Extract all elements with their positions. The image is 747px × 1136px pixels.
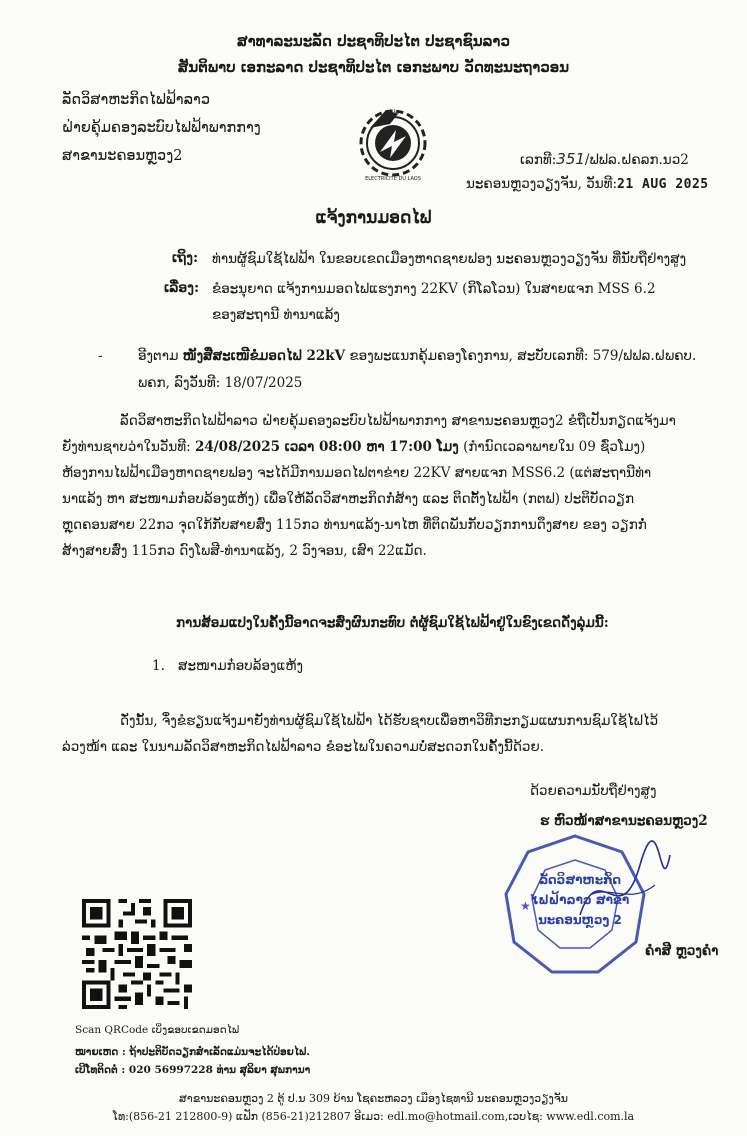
org-branch: ສາຂານະຄອນຫຼວງ2: [62, 148, 183, 164]
reference-date-prefix: ນະຄອນຫຼວງວຽງຈັນ, ວັນທີ:: [466, 176, 618, 192]
affected-heading: ການສ້ອມແປງໃນຄັ້ງນີ້ອາດຈະສົ່ງຜົນກະທົບ ຕໍ່ຜູ້ຊົມໃຊ້ໄຟຟ້າຢູ່ໃນຂົງເຂດດັ່ງລຸ່ມນີ້:: [176, 615, 609, 631]
svg-text:★: ★: [520, 899, 531, 913]
stamp-line3: ນະຄອນຫຼວງ 2: [538, 913, 622, 927]
reference-doc-bullet: -: [98, 348, 103, 364]
logo-bottom-text: ELECTRICITE DU LAOS: [365, 176, 421, 182]
subject-label: ເລື່ອງ:: [164, 280, 200, 296]
body-p1-line5: ຫຼຸດຄອນສາຍ 22ກວ ຈຸດໃກ້ກັບສາຍສົ່ງ 115ກວ ທ່ານາແລ້ງ-ນາໄຫ ທີ່ຕິດພັນກັບວຽກການດຶງສາຍ ຂອງ ວຽກກໍ່: [62, 517, 647, 533]
body-p1-line6: ສ້າງສາຍສົ່ງ 115ກວ ດົງໂພສີ-ທ່ານາແລ້ງ, 2 ວົງຈອນ, ເສົາ 22ແມັດ.: [62, 543, 427, 559]
footer-contact: ໂທ:(856-21 212800-9) ແຟັກ (856-21)212807 ອີເມວ: edl.mo@hotmail.com,ເວບໄຊ: www.edl.com.la: [112, 1110, 635, 1123]
subject-line2: ຂອງສະຖານີ ທ່ານາແລ້ງ: [212, 307, 340, 323]
national-header-line2: ສັນຕິພາບ ເອກະລາດ ປະຊາທິປະໄຕ ເອກະພາບ ວັດທະນະຖາວອນ: [177, 58, 570, 76]
stamp-line1: ລັດວິສາຫະກິດ: [538, 873, 622, 887]
body-p1-line2: [62, 434, 682, 460]
closing-position-prefix: ຮ: [540, 813, 550, 829]
reference-number-prefix: ເລກທີ:: [520, 152, 557, 168]
body-p2-line1: ດັ່ງນັ້ນ, ຈຶ່ງຂໍຮຽນແຈ້ງມາຍັງທ່ານຜູ້ຊົມໃຊ້ໄຟຟ້າ ໄດ້ຮັບຊາບເພື່ອຫາວິທີກະກຽມແຜນການຊົມໃຊ້ໄຟໄວ້: [120, 713, 659, 729]
footer-address: ສາຂານະຄອນຫຼວງ 2 ຕູ້ ປ.ນ 309 ບ້ານ ໂຊຄະຫລວງ ເມືອງໄຊທານີ ນະຄອນຫຼວງວຽງຈັນ: [179, 1092, 568, 1105]
closing-position: [540, 810, 708, 832]
reference-doc-line1: [138, 345, 696, 367]
signer-name: ຄຳສີ ຫຼວງຄຳ: [645, 943, 719, 959]
subject-line1: ຂໍອະນຸຍາດ ແຈ້ງການມອດໄຟແຮງກາງ 22KV (ກິໂລໂວນ) ໃນສາຍແຈກ MSS 6.2: [212, 281, 656, 297]
closing-position-title: ຫົວໜ້າສາຂານະຄອນຫຼວງ2: [553, 813, 708, 829]
reference-doc-prefix: ອີງຕາມ: [138, 348, 179, 364]
org-department: ຝ່າຍຄຸ້ມຄອງລະບົບໄຟຟ້າພາກກາງ: [62, 120, 261, 136]
stamp-line2: ໄຟຟ້າລາວ ສາຂາ: [530, 893, 630, 907]
body-p1-line1: ລັດວິສາຫະກິດໄຟຟ້າລາວ ຝ່າຍຄຸ້ມຄອງລະບົບໄຟຟ້າພາກກາງ ສາຂານະຄອນຫຼວງ2 ຂໍຖືເປັນກຽດແຈ້ງມາ: [120, 413, 676, 429]
qr-note: ໝາຍເຫດ : ຖ້າປະຕິບັດວຽກສຳເລັດແມ່ນຈະໄດ້ປ່ອຍໄຟ.: [75, 1046, 310, 1058]
affected-item: ສະໜາມກ໋ອບລ້ອງແຫ້ງ: [178, 658, 303, 674]
document-title: ແຈ້ງການມອດໄຟ: [315, 208, 432, 228]
qr-code[interactable]: [78, 895, 196, 1013]
closing-regards: ດ້ວຍຄວາມນັບຖືຢ່າງສູງ: [530, 783, 657, 799]
reference-doc-rest: ຂອງພະແນກຄຸ້ມຄອງໂຄງການ, ສະບັບເລກທີ: 579/ຟຟລ.ຝພຄບ.: [349, 348, 697, 364]
body-p1-line2-post: (ກຳນົດເວລາພາຍໃນ 09 ຊົ່ວໂມງ): [463, 439, 646, 455]
reference-doc-bold: ໜັງສືສະເໜີຂໍມອດໄຟ 22kV: [182, 348, 346, 364]
reference-number-value: 351: [556, 150, 585, 168]
affected-item-number: 1.: [152, 658, 165, 674]
qr-caption: Scan QRCode ເບິ່ງຂອບເຂດມອດໄຟ: [75, 1024, 240, 1036]
reference-doc-line2: ພຄກ, ລົງວັນທີ: 18/07/2025: [138, 375, 303, 391]
notice-datetime: 24/08/2025 ເວລາ 08:00 ຫາ 17:00 ໂມງ: [194, 439, 459, 455]
body-p1-line2-pre: ຍັງທ່ານຊາບວ່າໃນວັນທີ:: [62, 439, 191, 455]
logo-top-text: ຟຟລ: [386, 109, 400, 116]
edl-logo: [350, 100, 436, 186]
national-header-line1: ສາທາລະນະລັດ ປະຊາທິປະໄຕ ປະຊາຊົນລາວ: [237, 32, 510, 50]
qr-contact: ເບີໂທຕິດຕໍ່ : 020 56997228 ທ່ານ ສຸລິຍາ ສຸພການາ: [75, 1064, 311, 1076]
to-label: ເຖິງ:: [172, 250, 199, 266]
body-p1-line3: ຫ້ອງການໄຟຟ້າເມືອງຫາດຊາຍຟອງ ຈະໄດ້ມີການມອດໄຟຕາຂ່າຍ 22KV ສາຍແຈກ MSS6.2 (ແຕ່ສະຖານີທ່າ: [62, 465, 652, 481]
org-name: ລັດວິສາຫະກິດໄຟຟ້າລາວ: [62, 92, 211, 108]
reference-number: [520, 150, 689, 168]
to-text: ທ່ານຜູ້ຊົມໃຊ້ໄຟຟ້າ ໃນຂອບເຂດເມືອງຫາດຊາຍຟອງ ນະຄອນຫຼວງວຽງຈັນ ທີ່ນັບຖືຢ່າງສູງ: [212, 251, 687, 267]
reference-number-suffix: /ຟຟລ.ຝຄລກ.ນວ2: [584, 152, 689, 168]
body-p2-line2: ລ່ວງໜ້າ ແລະ ໃນນາມລັດວິສາຫະກິດໄຟຟ້າລາວ ຂໍອະໄພໃນຄວາມບໍ່ສະດວກໃນຄັ້ງນີ້ດ້ວຍ.: [62, 739, 545, 755]
body-p1-line4: ນາແລ້ງ ຫາ ສະໜາມກ໋ອບລ້ອງແຫ້ງ) ເພື່ອໃຫ້ລັດວິສາຫະກິດກໍ່ສ້າງ ແລະ ຕິດຕັ້ງໄຟຟ້າ (ກຕຟ) ປະຕິບັດວຽກ: [62, 491, 635, 507]
stamp-text: [530, 870, 630, 930]
reference-date-value: 21 AUG 2025: [617, 177, 709, 192]
reference-date: [466, 176, 709, 192]
